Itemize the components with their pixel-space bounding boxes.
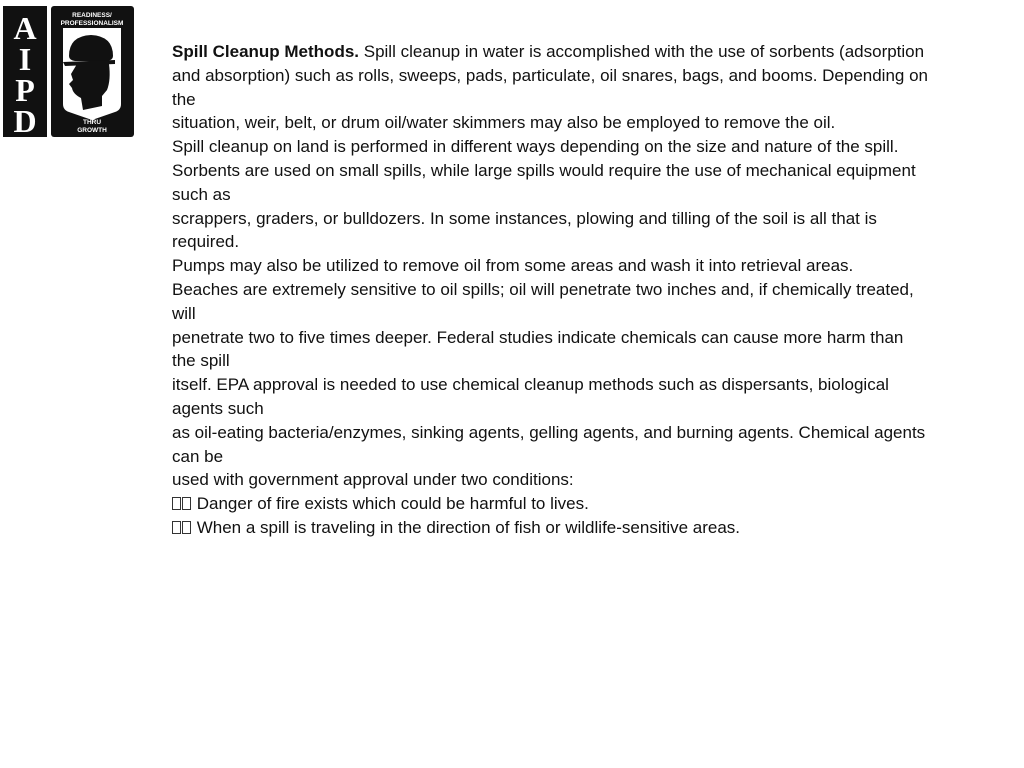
paragraph-line: required. — [172, 232, 240, 252]
paragraph-line: itself. EPA approval is needed to use chemical cleanup methods such as dispersants, biological — [172, 375, 889, 395]
bullet-item — [172, 516, 982, 540]
paragraph-line — [172, 40, 982, 64]
paragraph-line: the — [172, 89, 196, 109]
logo-letter-p: P — [15, 72, 35, 108]
bullet-glyph-icon — [182, 521, 191, 534]
paragraph-line: agents such — [172, 398, 264, 418]
bullet-text: Danger of fire exists which could be harmful to lives. — [192, 494, 589, 514]
paragraph-line: Sorbents are used on small spills, while large spills would require the use of mechanical equipment — [172, 160, 916, 180]
paragraph-line: used with government approval under two conditions: — [172, 470, 574, 490]
logo-letter-a: A — [13, 10, 37, 46]
paragraph-line: such as — [172, 184, 231, 204]
document-body — [172, 40, 982, 540]
paragraph-line: Beaches are extremely sensitive to oil spills; oil will penetrate two inches and, if chemically treated, — [172, 279, 914, 299]
paragraph-line: scrappers, graders, or bulldozers. In some instances, plowing and tilling of the soil is all that is — [172, 208, 877, 228]
paragraph-line: as oil-eating bacteria/enzymes, sinking agents, gelling agents, and burning agents. Chemical agents — [172, 422, 926, 442]
paragraph-text: Spill cleanup in water is accomplished with the use of sorbents (adsorption — [359, 42, 925, 61]
bullet-glyph-icon — [172, 497, 181, 510]
paragraph-line: the spill — [172, 351, 230, 371]
bullet-item — [172, 492, 982, 516]
logo-text-readiness: READINESS/ — [72, 12, 112, 19]
logo-text-thru: THRU — [82, 119, 102, 126]
bullet-text: When a spill is traveling in the direction of fish or wildlife-sensitive areas. — [192, 517, 741, 537]
paragraph-line: penetrate two to five times deeper. Federal studies indicate chemicals can cause more harm than — [172, 327, 904, 347]
paragraph-line: and absorption) such as rolls, sweeps, pads, particulate, oil snares, bags, and booms. Depending on — [172, 65, 929, 85]
logo-letter-d: D — [13, 103, 37, 137]
bullet-glyph-icon — [172, 521, 181, 534]
paragraph-line: situation, weir, belt, or drum oil/water skimmers may also be employed to remove the oil. — [172, 113, 836, 133]
section-heading: Spill Cleanup Methods. — [172, 42, 360, 61]
paragraph-line: Spill cleanup on land is performed in different ways depending on the size and nature of the spill. — [172, 137, 899, 157]
logo-text-growth: GROWTH — [77, 127, 107, 134]
aipd-logo — [3, 6, 134, 137]
logo-text-professionalism: PROFESSIONALISM — [60, 20, 124, 27]
paragraph-line: will — [172, 303, 196, 323]
logo-letter-i: I — [18, 41, 32, 77]
aipd-logo-graphic — [3, 6, 134, 137]
paragraph-line: can be — [172, 446, 224, 466]
bullet-glyph-icon — [182, 497, 191, 510]
paragraph-line: Pumps may also be utilized to remove oil from some areas and wash it into retrieval areas. — [172, 256, 854, 276]
